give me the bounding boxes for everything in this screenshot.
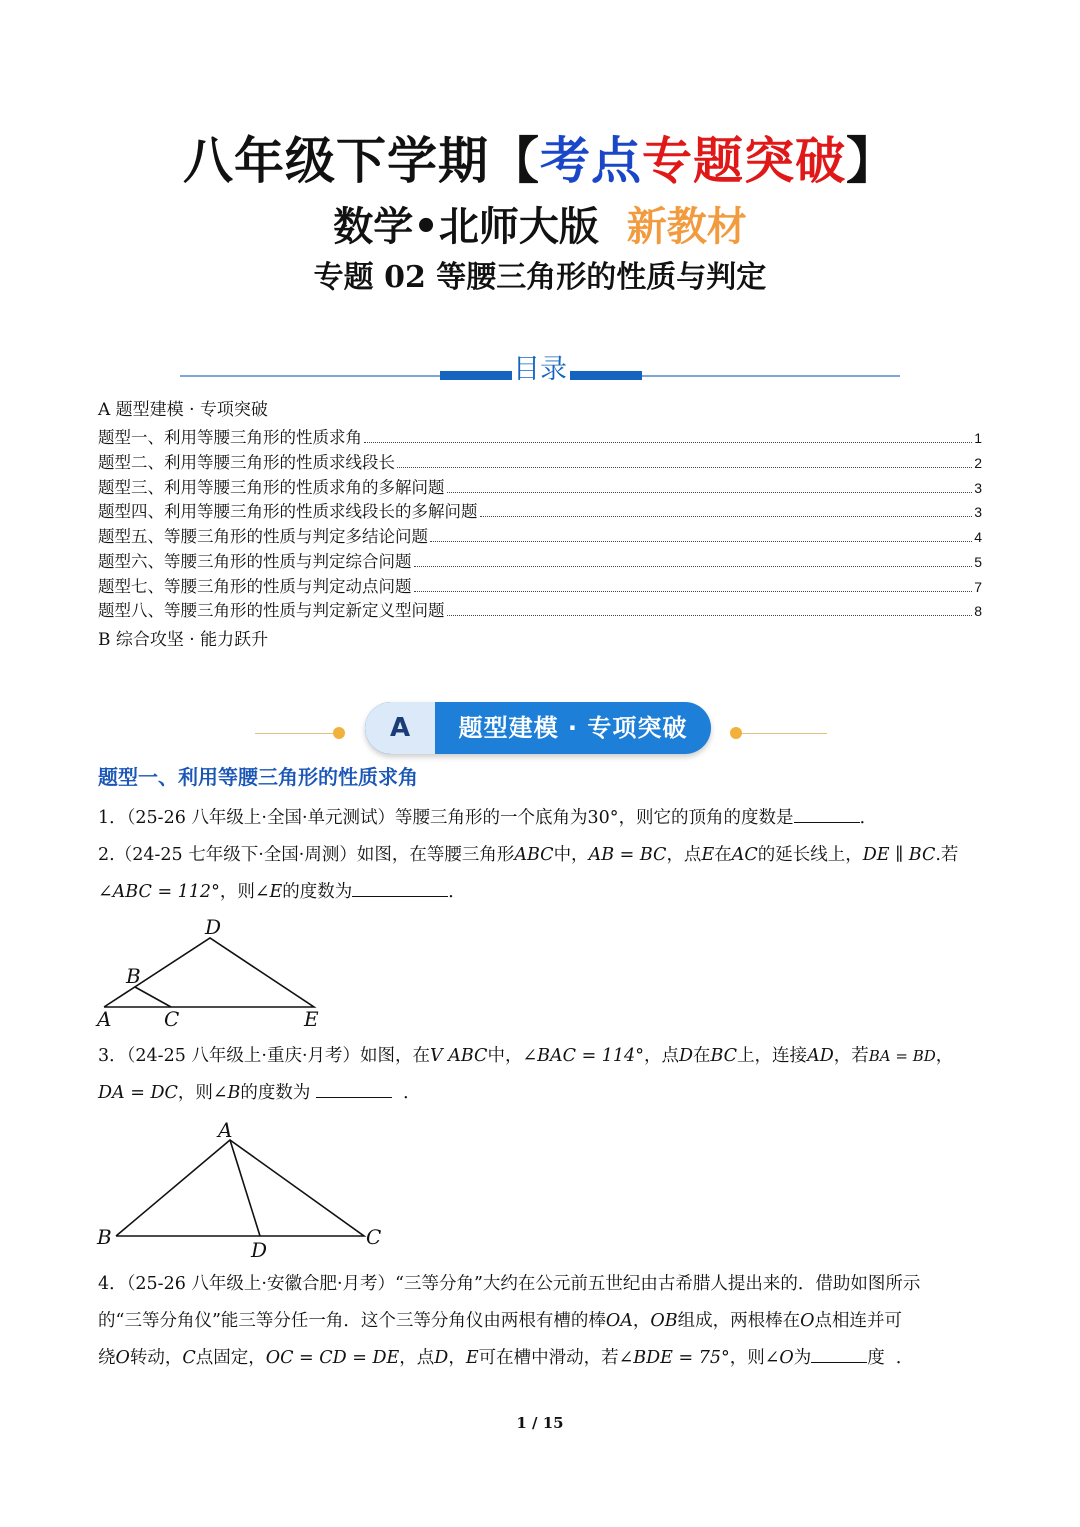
label-d: D (251, 1238, 268, 1262)
title-breakthrough: 专题突破 (642, 132, 846, 190)
label-b: B (126, 964, 141, 988)
q2-figure (90, 915, 340, 1035)
toc-leader (447, 492, 973, 493)
banner-dot-left (333, 727, 345, 739)
q2-segment-bc (135, 987, 171, 1007)
banner-line-left (255, 733, 335, 734)
toc-page: 5 (974, 554, 982, 570)
section-a-banner (365, 702, 711, 754)
toc-leader (414, 591, 973, 592)
banner-line-right (742, 733, 827, 734)
toc-section-b[interactable]: B 综合攻坚 · 能力跃升 (98, 630, 269, 650)
banner-letter: A (365, 702, 435, 754)
toc-item[interactable]: 题型七、等腰三角形的性质与判定动点问题 7 (98, 575, 982, 599)
title-bracket-open: 【 (489, 132, 540, 190)
question-4: 4．（25-26 八年级上·安徽合肥·月考）“三等分角”大约在公元前五世纪由古希腊人提出来的．借助如图所示 的“三等分角仪”能三等分任一角．这个三等分角仪由两根有槽的棒OA，OB组成，两根棒在O点相连并可 绕O转动，C点固定，OC = CD = DE，点D，E可在槽中滑动，若∠BDE = 75°，则∠O为 度 ． (98, 1274, 921, 1368)
title-bracket-close: 】 (846, 132, 897, 190)
q3-figure (90, 1115, 400, 1265)
toc-leader (480, 516, 973, 517)
answer-blank[interactable] (794, 802, 860, 823)
toc-bar-right (570, 371, 642, 380)
subtitle (0, 198, 1080, 256)
question-3: 3．（24-25 八年级上·重庆·月考）如图，在V ABC中，∠BAC = 114°，点D在BC上，连接AD，若BA = BD， DA = DC，则∠B的度数为 ． (98, 1046, 954, 1103)
banner-dot-right (730, 727, 742, 739)
toc-leader (397, 467, 972, 468)
label-a: A (218, 1118, 233, 1142)
answer-blank[interactable] (352, 876, 448, 897)
toc-item[interactable]: 题型五、等腰三角形的性质与判定多结论问题 4 (98, 525, 982, 549)
q3-segment-ad (230, 1140, 260, 1236)
label-e: E (304, 1007, 319, 1031)
main-title (0, 128, 1080, 194)
toc-leader (364, 442, 972, 443)
label-b: B (97, 1225, 112, 1249)
toc-item[interactable]: 题型一、利用等腰三角形的性质求角 1 (98, 426, 982, 450)
toc-leader (447, 615, 973, 616)
toc-page: 4 (974, 529, 982, 545)
q3-triangle-edges (116, 1140, 364, 1236)
answer-blank[interactable] (316, 1077, 392, 1098)
toc-page: 8 (974, 603, 982, 619)
toc-page: 3 (974, 504, 982, 520)
label-c: C (366, 1225, 382, 1249)
toc-rule-left (180, 375, 440, 377)
label-c: C (164, 1007, 180, 1031)
question-2: 2.（24-25 七年级下·全国·周测）如图，在等腰三角形ABC中，AB = BC，点E在AC的延长线上，DE ∥ BC.若 ∠ABC = 112°，则∠E的度数为 ． (98, 845, 959, 902)
toc-page: 3 (974, 480, 982, 496)
toc-page: 2 (974, 455, 982, 471)
toc-rule-right (642, 375, 900, 377)
label-a: A (97, 1007, 112, 1031)
label-d: D (205, 915, 222, 939)
title-grade: 八年级下学期 (183, 132, 489, 190)
toc-item[interactable]: 题型六、等腰三角形的性质与判定综合问题 5 (98, 550, 982, 574)
subtitle-new-textbook: 新教材 (626, 204, 747, 250)
toc-page: 7 (974, 579, 982, 595)
toc-section-a[interactable]: A 题型建模 · 专项突破 (98, 400, 268, 420)
toc-item[interactable]: 题型三、利用等腰三角形的性质求角的多解问题 3 (98, 476, 982, 500)
page-number: 1 / 15 (516, 1414, 564, 1432)
banner-text: 题型建模 · 专项突破 (458, 714, 688, 742)
subtitle-edition: 数学•北师大版 (333, 204, 599, 250)
toc-page: 1 (974, 430, 982, 446)
question-1: 1．（25-26 八年级上·全国·单元测试）等腰三角形的一个底角为30°，则它的顶角的度数是 ． (98, 800, 984, 837)
toc-heading: 目录 (513, 354, 567, 385)
toc-item[interactable]: 题型八、等腰三角形的性质与判定新定义型问题 8 (98, 599, 982, 623)
topic-title: 专题 02 等腰三角形的性质与判定 (313, 260, 767, 295)
title-keypoint: 考点 (540, 132, 642, 190)
section-title: 题型一、利用等腰三角形的性质求角 (98, 765, 418, 789)
toc-item[interactable]: 题型二、利用等腰三角形的性质求线段长 2 (98, 451, 982, 475)
toc-leader (414, 566, 973, 567)
toc-item[interactable]: 题型四、利用等腰三角形的性质求线段长的多解问题 3 (98, 500, 982, 524)
answer-blank[interactable] (811, 1342, 867, 1363)
toc-leader (430, 541, 972, 542)
